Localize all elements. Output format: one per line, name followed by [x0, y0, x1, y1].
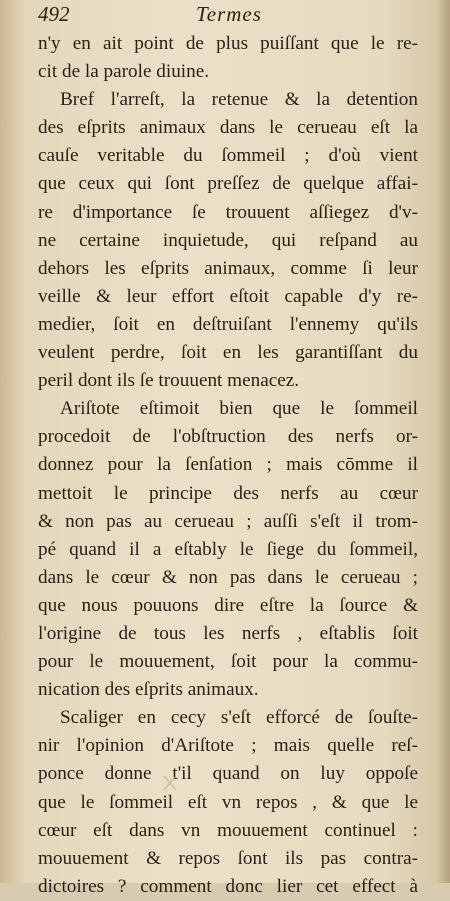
text-line: ponce donne t'il quand on luy oppoſe: [38, 763, 418, 785]
text-line: Ariſtote eſtimoit bien que le ſommeil: [60, 398, 418, 420]
text-line: que le ſommeil eſt vn repos , & que le: [38, 791, 418, 813]
text-line: dehors les eſprits animaux, comme ſi leur: [38, 257, 418, 279]
text-line: nir l'opinion d'Ariſtote ; mais quelle reſ-: [38, 735, 418, 757]
body-text: [38, 30, 418, 901]
text-line: procedoit de l'obſtruction des nerfs or-: [38, 426, 418, 448]
text-line: des eſprits animaux dans le cerueau eſt la: [38, 117, 418, 139]
page-header: [38, 2, 420, 28]
text-line: que nous pouuons dire eſtre la ſource &: [38, 594, 418, 616]
text-line: mouuement & repos ſont ils pas contra-: [38, 847, 418, 869]
text-line: veulent perdre, ſoit en les garantiſſant du: [38, 342, 418, 364]
text-line: que ceux qui ſont preſſez de quelque affai-: [38, 173, 418, 195]
text-line: re d'importance ſe trouuent aſſiegez d'v-: [38, 201, 418, 223]
page-number: 492: [38, 2, 70, 26]
text-line: medier, ſoit en deſtruiſant l'ennemy qu'ils: [38, 313, 418, 335]
text-line: dictoires ? comment donc lier cet effect à: [38, 875, 418, 897]
text-line: nication des eſprits animaux.: [38, 679, 259, 701]
text-line: pé quand il a eſtably le ſiege du ſommeil,: [38, 538, 418, 560]
text-line: veille & leur effort eſtoit capable d'y re-: [38, 285, 418, 307]
running-head: Termes: [196, 2, 262, 26]
text-line: peril dont ils ſe trouuent menacez.: [38, 370, 300, 392]
text-line: & non pas au cerueau ; auſſi s'eſt il trom-: [38, 510, 418, 532]
text-line: Scaliger en cecy s'eſt efforcé de ſouſte-: [60, 707, 418, 729]
text-line: Bref l'arreſt, la retenue & la detention: [60, 89, 418, 111]
text-line: mettoit le principe des nerfs au cœur: [38, 482, 418, 504]
text-line: dans le cœur & non pas dans le cerueau ;: [38, 566, 418, 588]
ink-smudge: [160, 772, 180, 794]
text-line: cit de la parole diuine.: [38, 61, 210, 83]
text-line: cauſe veritable du ſommeil ; d'où vient: [38, 145, 418, 167]
text-line: cœur eſt dans vn mouuement continuel :: [38, 819, 418, 841]
text-line: pour le mouuement, ſoit pour la commu-: [38, 651, 418, 673]
text-line: ne certaine inquietude, qui reſpand au: [38, 229, 418, 251]
text-line: l'origine de tous les nerfs , eſtablis ſoit: [38, 622, 418, 644]
text-line: n'y en ait point de plus puiſſant que le re-: [38, 33, 418, 54]
text-line: donnez pour la ſenſation ; mais cōmme il: [38, 454, 418, 476]
